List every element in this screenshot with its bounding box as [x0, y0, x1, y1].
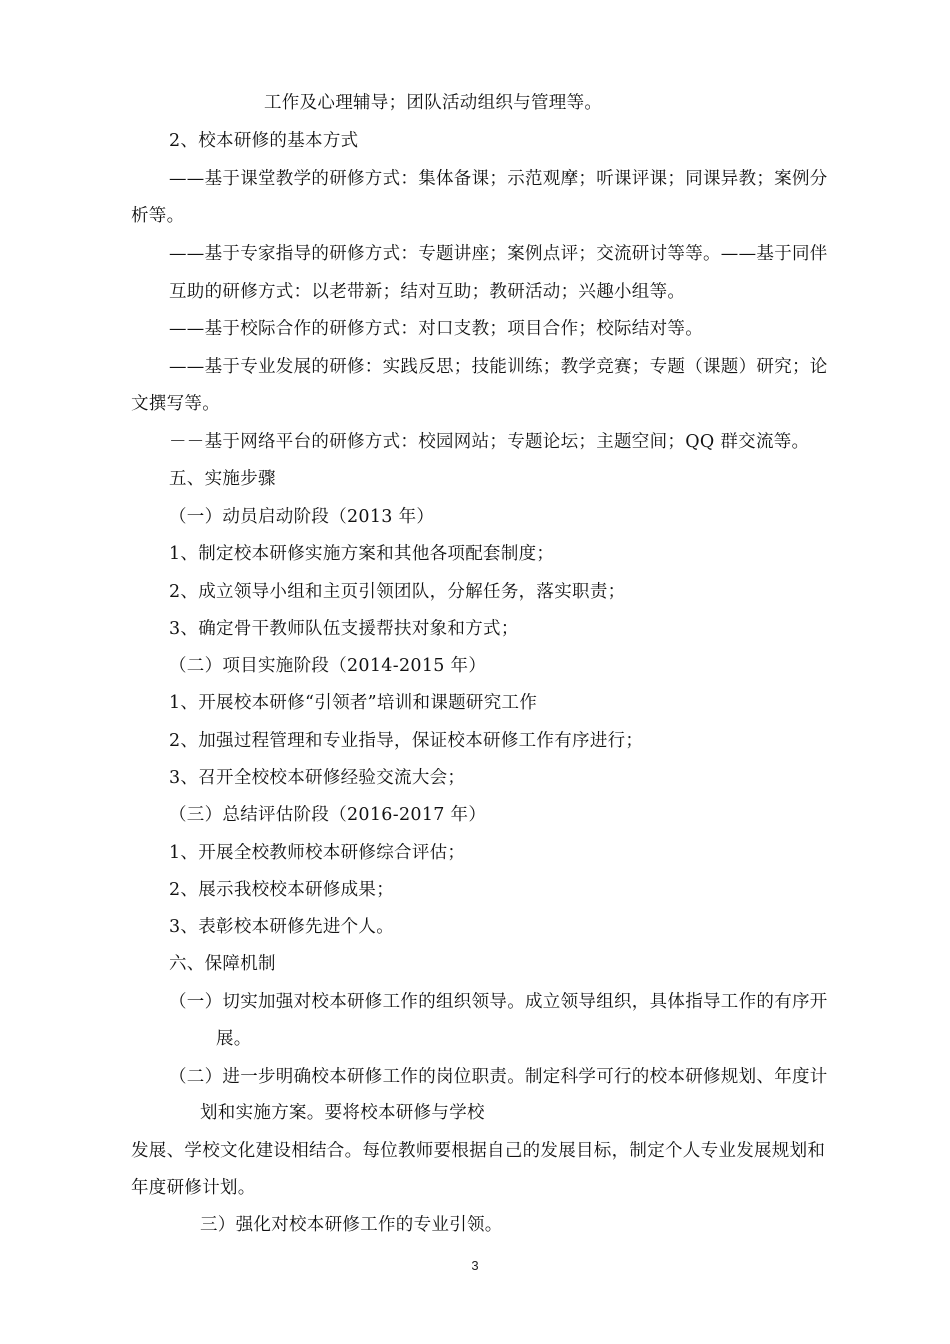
subsection-heading: （一）动员启动阶段（2013 年）	[169, 507, 435, 527]
text-line: 三）强化对校本研修工作的专业引领。	[200, 1215, 503, 1235]
text-line: 展。	[216, 1029, 252, 1049]
list-item: 3、确定骨干教师队伍支援帮扶对象和方式；	[169, 619, 519, 639]
text-line: 工作及心理辅导；团队活动组织与管理等。	[264, 93, 603, 113]
list-item: 1、制定校本研修实施方案和其他各项配套制度；	[169, 544, 555, 564]
text-line: 划和实施方案。要将校本研修与学校	[200, 1103, 485, 1123]
text-line: ——基于专业发展的研修：实践反思；技能训练；教学竞赛；专题（课题）研究；论	[169, 357, 828, 377]
list-item: 2、加强过程管理和专业指导，保证校本研修工作有序进行；	[169, 731, 644, 751]
subsection-heading: （二）项目实施阶段（2014-2015 年）	[169, 656, 487, 676]
text-line: 析等。	[131, 206, 185, 226]
text-line: 2、校本研修的基本方式	[169, 131, 359, 151]
text-line: （二）进一步明确校本研修工作的岗位职责。制定科学可行的校本研修规划、年度计	[169, 1067, 828, 1087]
text-line: （一）切实加强对校本研修工作的组织领导。成立领导组织，具体指导工作的有序开	[169, 992, 828, 1012]
list-item: 3、召开全校校本研修经验交流大会；	[169, 768, 466, 788]
text-line: 年度研修计划。	[131, 1178, 256, 1198]
list-item: 1、开展全校教师校本研修综合评估；	[169, 843, 466, 863]
text-line: －－基于网络平台的研修方式：校园网站；专题论坛；主题空间；QQ 群交流等。	[169, 432, 810, 452]
text-line: 互助的研修方式：以老带新；结对互助；教研活动；兴趣小组等。	[169, 282, 686, 302]
text-line: 文撰写等。	[131, 394, 220, 414]
section-heading: 六、保障机制	[169, 954, 276, 974]
list-item: 3、表彰校本研修先进个人。	[169, 917, 395, 937]
text-line: ——基于课堂教学的研修方式：集体备课；示范观摩；听课评课；同课异教；案例分	[169, 169, 828, 189]
subsection-heading: （三）总结评估阶段（2016-2017 年）	[169, 805, 487, 825]
text-line: ——基于专家指导的研修方式：专题讲座；案例点评；交流研讨等等。——基于同伴	[169, 244, 828, 264]
text-line: 发展、学校文化建设相结合。每位教师要根据自己的发展目标，制定个人专业发展规划和	[131, 1141, 826, 1161]
section-heading: 五、实施步骤	[169, 469, 276, 489]
text-line: ——基于校际合作的研修方式：对口支教；项目合作；校际结对等。	[169, 319, 703, 339]
list-item: 2、成立领导小组和主页引领团队，分解任务，落实职责；	[169, 582, 626, 602]
page-number: 3	[471, 1258, 479, 1273]
list-item: 2、展示我校校本研修成果；	[169, 880, 395, 900]
list-item: 1、开展校本研修“引领者”培训和课题研究工作	[169, 693, 538, 713]
